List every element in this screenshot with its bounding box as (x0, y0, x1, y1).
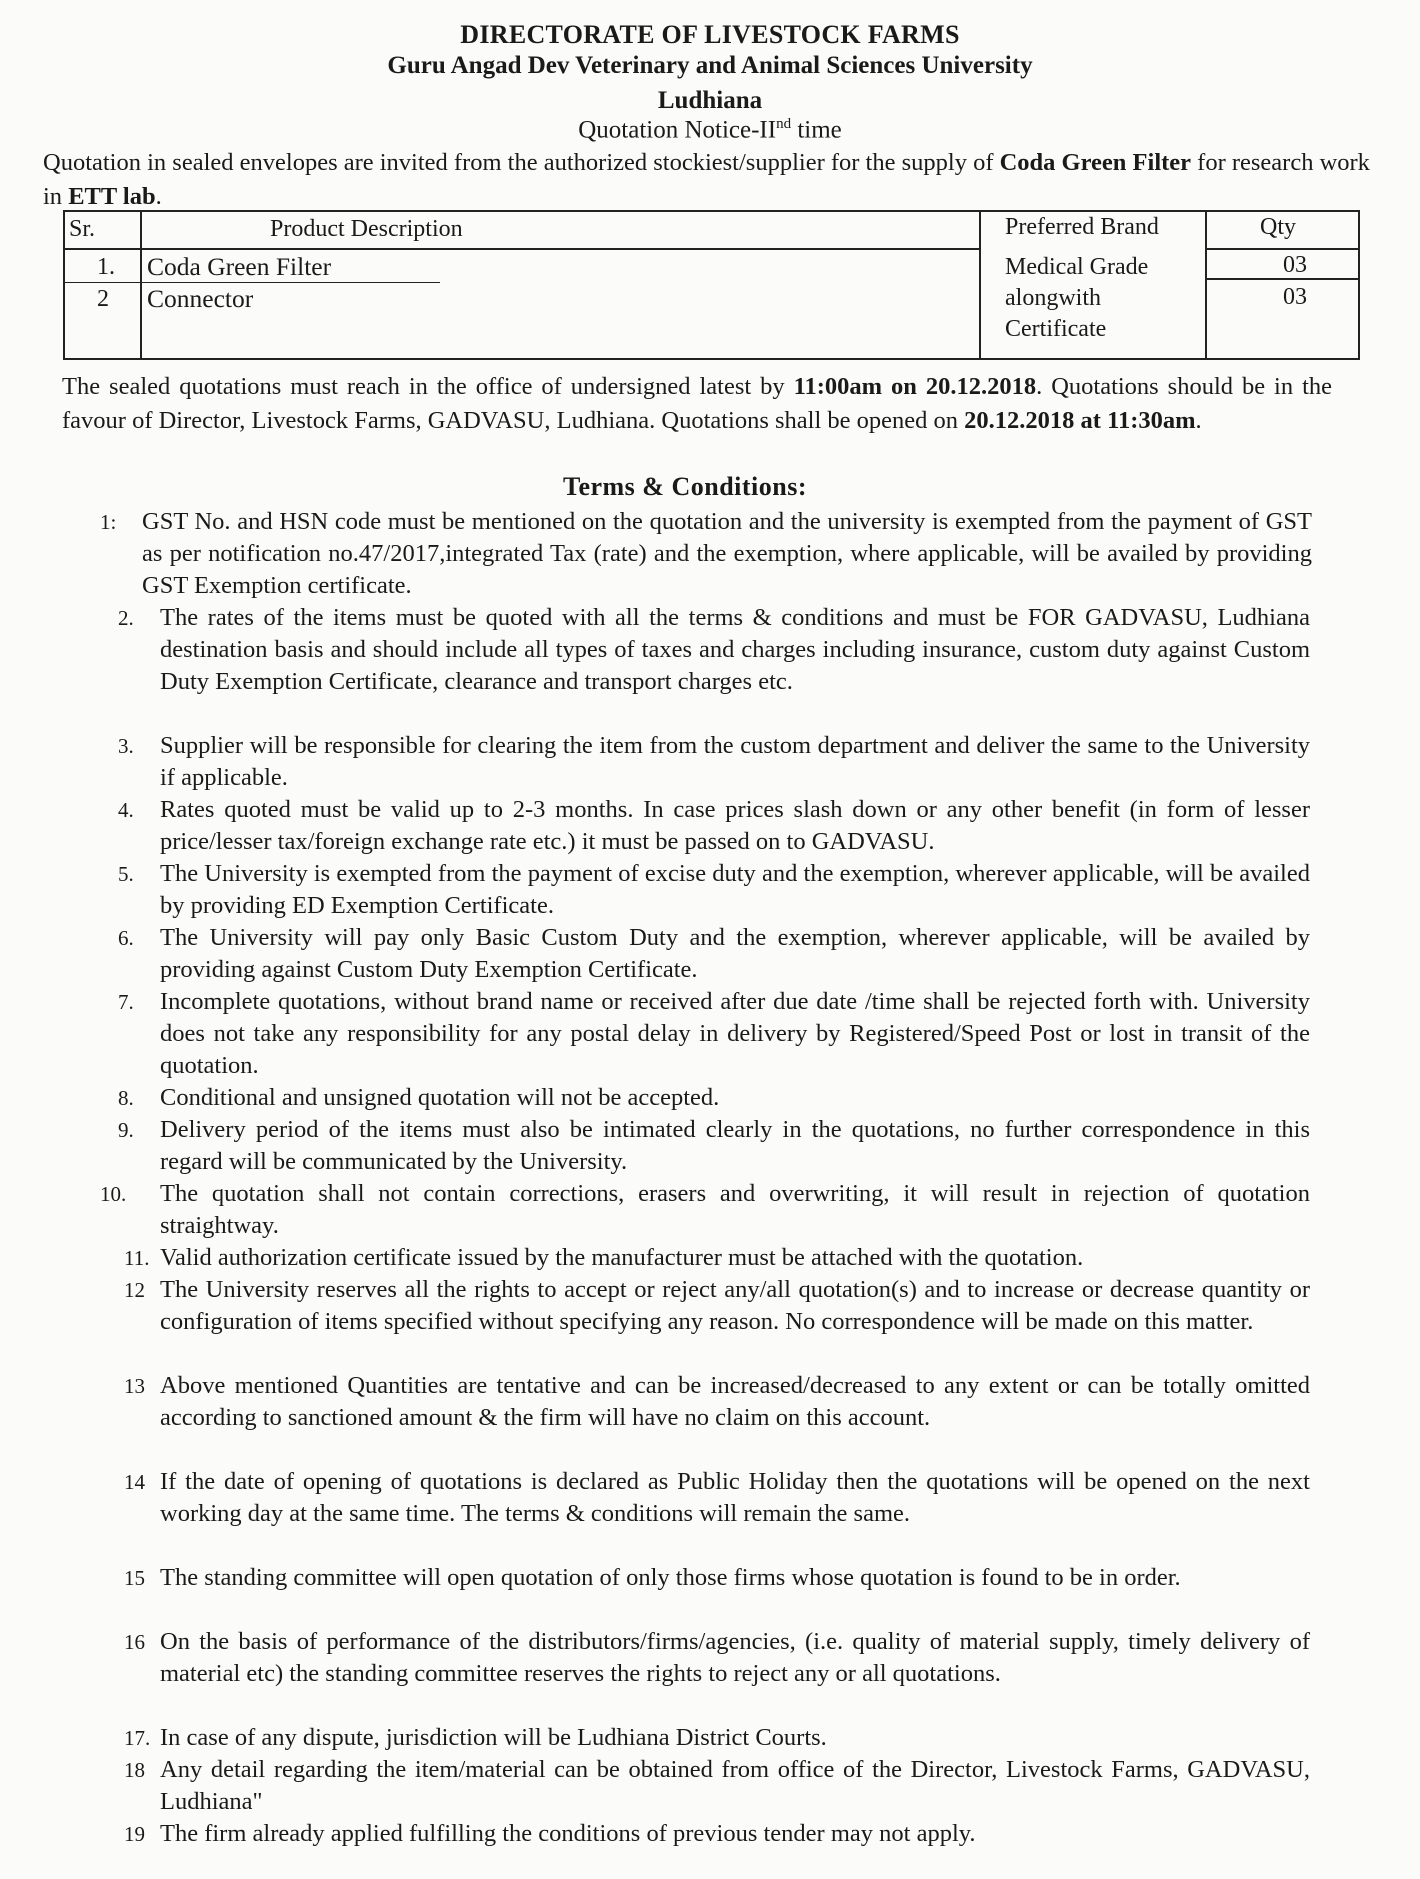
intro-item: Coda Green Filter (999, 149, 1192, 176)
term-number: 14 (124, 1470, 145, 1494)
header-directorate: DIRECTORATE OF LIVESTOCK FARMS (460, 20, 960, 49)
notice-title-suffix: time (791, 116, 842, 144)
row-2-qty: 03 (1283, 284, 1307, 310)
notice-text: The sealed quotations must reach in the office of undersigned latest by (62, 373, 794, 400)
header-qty: Qty (1260, 214, 1296, 240)
row-2-sr: 2 (97, 286, 109, 312)
term-text: Incomplete quotations, without brand name or received after due date /time shall be rejected forth with. University does not take any responsibility for any postal delay in delivery by Registered/Speed Post or lost in transit of the quotation. (160, 988, 1310, 1079)
row-1-description: Coda Green Filter (147, 252, 332, 281)
header-description: Product Description (270, 216, 463, 242)
table-divider (65, 248, 979, 250)
term-number: 11. (124, 1246, 150, 1270)
term-text: Conditional and unsigned quotation will not be accepted. (160, 1084, 720, 1111)
opening-time: 20.12.2018 at 11:30am (964, 407, 1196, 434)
intro-text: . (155, 183, 162, 210)
terms-heading: Terms & Conditions: (562, 472, 807, 501)
term-number: 1: (100, 510, 117, 534)
term-text: The rates of the items must be quoted with all the terms & conditions and must be FOR GADVASU, Ludhiana destination basis and should include all types of taxes and charges including insurance, custom duty against Custom Duty Exemption Certificate, clearance and transport charges etc. (160, 604, 1310, 695)
row-1-qty: 03 (1283, 252, 1307, 278)
term-text: Delivery period of the items must also be intimated clearly in the quotations, no further correspondence in this regard will be communicated by the University. (160, 1116, 1310, 1175)
term-number: 4. (118, 798, 134, 822)
notice-title-sup: nd (776, 116, 792, 132)
term-number: 19 (124, 1822, 145, 1846)
term-number: 12 (124, 1278, 145, 1302)
term-text: Above mentioned Quantities are tentative and can be increased/decreased to any extent or can be totally omitted according to sanctioned amount & the firm will have no claim on this account. (160, 1372, 1310, 1431)
table-divider (65, 282, 140, 283)
term-number: 2. (118, 606, 134, 630)
notice-title-prefix: Quotation Notice-II (578, 116, 777, 144)
deadline: 11:00am on 20.12.2018 (793, 373, 1037, 400)
term-number: 15 (124, 1566, 145, 1590)
term-text: The standing committee will open quotation of only those firms whose quotation is found to be in order. (160, 1564, 1181, 1591)
term-number: 7. (118, 990, 134, 1014)
intro-paragraph (43, 146, 1383, 214)
table-divider (979, 212, 981, 358)
term-number: 9. (118, 1118, 134, 1142)
header-university: Guru Angad Dev Veterinary and Animal Sciences University (387, 52, 1033, 79)
term-text: The firm already applied fulfilling the conditions of previous tender may not apply. (160, 1820, 976, 1847)
table-divider (140, 212, 142, 358)
intro-lab: ETT lab (68, 183, 156, 210)
header-city: Ludhiana (657, 87, 763, 114)
term-text: The quotation shall not contain corrections, erasers and overwriting, it will result in rejection of quotation straightway. (160, 1180, 1310, 1239)
intro-text: Quotation in sealed envelopes are invited from the authorized stockiest/supplier for the supply of (43, 149, 1000, 176)
term-number: 8. (118, 1086, 134, 1110)
product-table (63, 210, 1360, 360)
term-text: The University is exempted from the payment of excise duty and the exemption, wherever applicable, will be availed by providing ED Exemption Certificate. (160, 860, 1310, 919)
row-2-description: Connector (147, 284, 254, 313)
term-number: 17. (124, 1726, 151, 1750)
term-text: On the basis of performance of the distributors/firms/agencies, (i.e. quality of material supply, timely delivery of material etc) the standing committee reserves the rights to reject any or all quotations. (160, 1628, 1310, 1687)
preferred-brand: Medical Grade alongwith Certificate (1005, 254, 1149, 342)
term-number: 10. (100, 1182, 127, 1206)
term-number: 6. (118, 926, 134, 950)
term-number: 5. (118, 862, 134, 886)
term-text: Rates quoted must be valid up to 2-3 months. In case prices slash down or any other benefit (in form of lesser price/lesser tax/foreign exchange rate etc.) it must be passed on to GADVASU. (160, 796, 1310, 855)
term-text: If the date of opening of quotations is declared as Public Holiday then the quotations will be opened on the next working day at the same time. The terms & conditions will remain the same. (160, 1468, 1310, 1527)
term-text: Valid authorization certificate issued by the manufacturer must be attached with the quotation. (160, 1244, 1084, 1271)
term-number: 16 (124, 1630, 145, 1654)
table-divider (1205, 212, 1207, 358)
term-number: 13 (124, 1374, 145, 1398)
term-text: GST No. and HSN code must be mentioned on the quotation and the university is exempted from the payment of GST as per notification no.47/2017,integrated Tax (rate) and the exemption, where applicable, will be availed by providing GST Exemption certificate. (142, 508, 1312, 599)
term-text: The University reserves all the rights to accept or reject any/all quotation(s) and to increase or decrease quantity or configuration of items specified without specifying any reason. No correspondence will be made on this matter. (160, 1276, 1310, 1335)
term-text: The University will pay only Basic Custom Duty and the exemption, wherever applicable, will be availed by providing against Custom Duty Exemption Certificate. (160, 924, 1310, 983)
notice-text: . (1195, 407, 1202, 434)
term-text: In case of any dispute, jurisdiction will be Ludhiana District Courts. (160, 1724, 827, 1751)
notice-title (0, 116, 1420, 144)
term-text: Any detail regarding the item/material can be obtained from office of the Director, Livestock Farms, GADVASU, Ludhiana" (160, 1756, 1310, 1815)
header-sr: Sr. (69, 216, 96, 242)
notice-text: . Quotations should be in the favour of Director, Livestock Farms, GADVASU, Ludhiana. Quotations shall be opened on (62, 373, 1333, 434)
term-number: 18 (124, 1758, 145, 1782)
submission-notice (62, 370, 1332, 438)
term-number: 3. (118, 734, 134, 758)
intro-text: for research work in (43, 149, 1370, 210)
header-brand: Preferred Brand (1005, 214, 1159, 240)
term-text: Supplier will be responsible for clearing the item from the custom department and deliver the same to the University if applicable. (160, 732, 1310, 791)
table-divider (140, 282, 440, 283)
row-1-sr: 1. (97, 254, 115, 280)
